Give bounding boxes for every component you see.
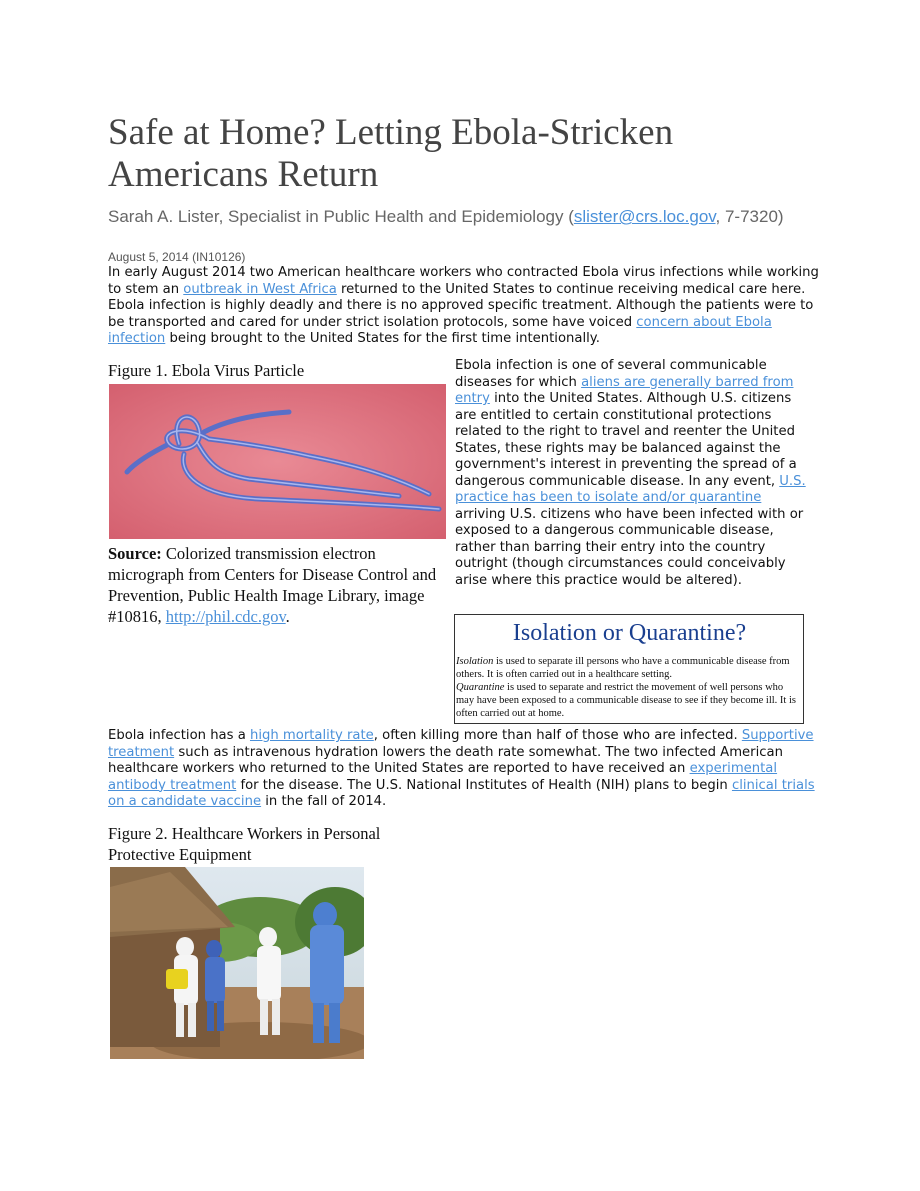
source-text: Colorized transmission electron micrograph from Centers for Disease Control and Prevention, Public Health Image Library, image #10816, [108, 544, 437, 626]
link-concern-ebola[interactable]: concern about Ebola infection [108, 314, 772, 346]
text-run: Ebola infection is one of several communicable diseases for which [455, 358, 767, 390]
author-email-link[interactable]: slister@crs.loc.gov [573, 207, 716, 226]
source-label: Source: [108, 544, 162, 563]
link-outbreak-west-africa[interactable]: outbreak in West Africa [183, 281, 337, 297]
text-run: returned to the United States to continue receiving medical care here. Ebola infection is highly deadly and there is no approved specific treatment. Although the patients were to be transported and cared for under strict isolation protocols, some have voiced [108, 281, 814, 330]
box-title: Isolation or Quarantine? [512, 620, 747, 646]
figure1-caption: Figure 1. Ebola Virus Particle [108, 361, 305, 380]
text-run: Ebola infection has a [108, 728, 250, 743]
author-line [108, 206, 808, 228]
link-mortality-rate[interactable]: high mortality rate [249, 728, 374, 743]
intro-paragraph [108, 265, 820, 348]
quarantine-text: is used to separate and restrict the movement of well persons who may have been exposed to a communicable disease to see if they become ill. It is often carried out at home. [456, 682, 796, 719]
link-aliens-barred[interactable]: aliens are generally barred from entry [455, 374, 794, 406]
box-text [456, 655, 803, 720]
figure2-caption: Figure 2. Healthcare Workers in Personal Protective Equipment [108, 824, 381, 864]
treatment-paragraph [108, 728, 820, 811]
healthcare-workers-image [110, 867, 364, 1059]
text-run: , often killing more than half of those who are infected. [373, 728, 742, 743]
page-title: Safe at Home? Letting Ebola-Stricken Americans Return [108, 112, 674, 195]
text-run: In early August 2014 two American healthcare workers who contracted Ebola virus infections while working to stem an [108, 265, 819, 297]
figure1-source [108, 543, 443, 627]
text-run: in the fall of 2014. [261, 794, 387, 809]
link-clinical-trials[interactable]: clinical trials on a candidate vaccine [108, 777, 815, 809]
link-phil-cdc[interactable]: http://phil.cdc.gov [165, 607, 286, 626]
link-us-practice[interactable]: U.S. practice has been to isolate and/or quarantine [455, 473, 806, 505]
quarantine-term: Quarantine [456, 682, 505, 693]
text-run: for the disease. The U.S. National Institutes of Health (NIH) plans to begin [236, 777, 732, 793]
ebola-virus-image [109, 384, 446, 539]
author-name: Sarah A. Lister, Specialist in Public Health and Epidemiology ( [108, 207, 574, 226]
isolation-term: Isolation [456, 656, 494, 667]
link-supportive-treatment[interactable]: Supportive treatment [108, 728, 814, 760]
text-run: into the United States. Although U.S. citizens are entitled to certain constitutional protections related to the right to travel and reenter the United States, these rights may be balanced against the government's interest in preventing the spread of a dangerous communicable disease. In any event, [455, 391, 797, 489]
link-antibody-treatment[interactable]: experimental antibody treatment [108, 761, 778, 793]
dateline: August 5, 2014 (IN10126) [108, 250, 246, 264]
isolation-quarantine-box [454, 614, 804, 724]
text-run: such as intravenous hydration lowers the death rate somewhat. The two infected American healthcare workers who returned to the United States are reported to have received an [108, 744, 783, 776]
text-run: being brought to the United States for the first time intentionally. [165, 331, 600, 346]
text-run: arriving U.S. citizens who have been infected with or exposed to a dangerous communicable disease, rather than barring their entry into the country outright (though circumstances could conceivably arise where this practice would be altered). [455, 506, 804, 588]
entry-paragraph [455, 358, 815, 589]
isolation-text: is used to separate ill persons who have a communicable disease from others. It is often carried out in a healthcare setting. [456, 656, 790, 680]
source-end: . [285, 607, 290, 626]
author-phone: , 7-7320) [715, 207, 784, 226]
